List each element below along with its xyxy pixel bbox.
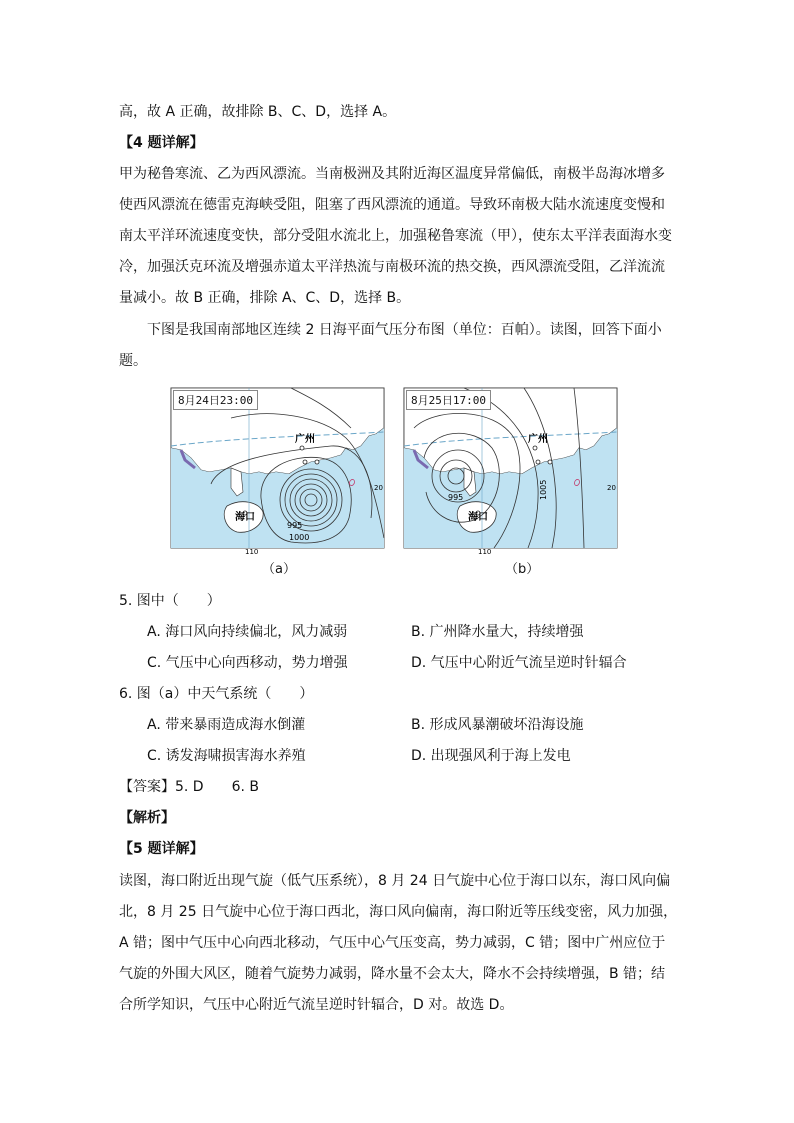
isobar-label: 995 (287, 521, 303, 530)
timestamp-label: 8月24日23:00 (173, 390, 258, 410)
latitude-label: 20 (607, 484, 616, 492)
intro-line: 题。 (119, 353, 147, 369)
answer-line: 【答案】5. D 6. B (119, 779, 259, 795)
option-5a: A. 海口风向持续偏北，风力减弱 (147, 624, 348, 640)
option-5c: C. 气压中心向西移动，势力增强 (147, 655, 348, 671)
map-a-graphic (171, 388, 384, 556)
paragraph-line: 气旋的外围大风区，随着气旋势力减弱，降水量不会太大，降水不会持续增强，B 错；结 (119, 966, 666, 982)
timestamp-label: 8月25日17:00 (406, 390, 491, 410)
option-6d: D. 出现强风利于海上发电 (411, 748, 571, 764)
option-6a: A. 带来暴雨造成海水倒灌 (147, 717, 306, 733)
intro-line: 下图是我国南部地区连续 2 日海平面气压分布图（单位：百帕）。读图，回答下面小 (147, 322, 662, 338)
paragraph-line: 使西风漂流在德雷克海峡受阻，阻塞了西风漂流的通道。导致环南极大陆水流速度变慢和 (119, 197, 665, 213)
latitude-label: 20 (374, 484, 383, 492)
paragraph-line: 甲为秘鲁寒流、乙为西风漂流。当南极洲及其附近海区温度异常偏低，南极半岛海冰增多 (119, 166, 665, 182)
paragraph-line: A 错；图中气压中心向西北移动，气压中心气压变高，势力减弱，C 错；图中广州应位于 (119, 935, 666, 951)
paragraph-line: 南太平洋环流速度变快，部分受阻水流北上，加强秘鲁寒流（甲），使东太平洋表面海水变 (119, 228, 672, 244)
city-guangzhou-label: 广州 (528, 434, 548, 445)
longitude-label: 110 (245, 548, 259, 556)
map-b-graphic (404, 388, 617, 556)
city-haikou-label: 海口 (468, 512, 488, 523)
city-guangzhou-label: 广州 (295, 434, 315, 445)
paragraph-line: 读图，海口附近出现气旋（低气压系统），8 月 24 日气旋中心位于海口以东，海口风向偏 (119, 873, 671, 889)
option-6c: C. 诱发海啸损害海水养殖 (147, 748, 306, 764)
analysis-heading: 【解析】 (119, 810, 175, 826)
guangzhou-marker (533, 446, 537, 450)
section-heading-4: 【4 题详解】 (119, 135, 204, 151)
guangzhou-marker (300, 446, 304, 450)
pressure-map-a (171, 388, 384, 556)
figure-caption-a: （a） (262, 562, 296, 577)
figure-caption-b: （b） (505, 562, 540, 577)
option-6b: B. 形成风暴潮破坏沿海设施 (411, 717, 584, 733)
paragraph-line: 冷，加强沃克环流及增强赤道太平洋热流与南极环流的热交换，西风漂流受阻，乙洋流流 (119, 259, 665, 275)
longitude-label: 110 (478, 548, 492, 556)
paragraph-line: 北，8 月 25 日气旋中心位于海口西北，海口风向偏南，海口附近等压线变密，风力加强， (119, 904, 678, 920)
isobar-label: 1000 (289, 533, 310, 542)
paragraph-line: 量减小。故 B 正确，排除 A、C、D，选择 B。 (119, 290, 411, 306)
isobar-label: 995 (448, 493, 464, 502)
option-5b: B. 广州降水量大，持续增强 (411, 624, 584, 640)
section-heading-5: 【5 题详解】 (119, 841, 204, 857)
isobar-label: 1005 (539, 479, 548, 500)
paragraph-line: 合所学知识，气压中心附近气流呈逆时针辐合，D 对。故选 D。 (119, 997, 514, 1013)
pressure-map-b (404, 388, 617, 556)
option-5d: D. 气压中心附近气流呈逆时针辐合 (411, 655, 627, 671)
paragraph-line: 高，故 A 正确，故排除 B、C、D，选择 A。 (119, 104, 397, 120)
question-5: 5. 图中（ ） (119, 593, 221, 609)
question-6: 6. 图（a）中天气系统（ ） (119, 686, 314, 702)
city-haikou-label: 海口 (235, 512, 255, 523)
